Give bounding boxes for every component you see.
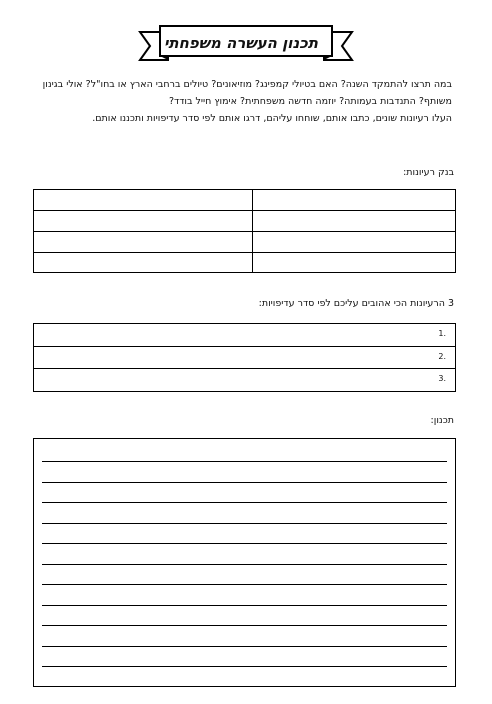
top-ideas-label: 3 הרעיונות הכי אהובים עליכם לפי סדר עדיפויות: xyxy=(258,298,454,309)
ideas-bank-table xyxy=(33,189,456,273)
writing-line xyxy=(42,666,447,667)
title-banner xyxy=(138,22,354,66)
ideas-bank-row-divider xyxy=(34,210,455,211)
top-idea-row[interactable] xyxy=(34,368,455,391)
writing-line xyxy=(42,482,447,483)
top-idea-number: 2. xyxy=(438,352,446,361)
writing-line xyxy=(42,646,447,647)
top-ideas-list xyxy=(33,323,456,392)
page-title: תכנון העשרה משפחתי xyxy=(163,34,318,52)
top-idea-number: 1. xyxy=(438,329,446,338)
intro-paragraph xyxy=(38,76,452,127)
plan-box[interactable] xyxy=(33,438,456,687)
writing-line xyxy=(42,502,447,503)
ideas-bank-row-divider xyxy=(34,231,455,232)
writing-line xyxy=(42,543,447,544)
writing-line xyxy=(42,584,447,585)
intro-line-3: העלו רעיונות שונים, כתבו אותם, שוחחו עליהם, דרגו אותם לפי סדר עדיפויות ותכננו אותם. xyxy=(92,113,452,124)
writing-line xyxy=(42,461,447,462)
ideas-bank-row-divider xyxy=(34,252,455,253)
top-idea-row[interactable] xyxy=(34,324,455,347)
intro-line-1: במה תרצו להתמקד השנה? האם בטיולי קמפינג? מוזיאונים? טיולים ברחבי הארץ או בחו"ל? אולי בגינון xyxy=(42,79,452,90)
ideas-bank-label: בנק רעיונות: xyxy=(403,167,454,178)
writing-line xyxy=(42,564,447,565)
top-idea-row[interactable] xyxy=(34,346,455,369)
writing-line xyxy=(42,605,447,606)
writing-line xyxy=(42,625,447,626)
top-idea-number: 3. xyxy=(438,374,446,383)
writing-line xyxy=(42,523,447,524)
plan-label: תכנון: xyxy=(430,415,454,426)
intro-line-2: משותף? התנדבות בעמותה? יוזמה חדשה משפחתית? אימוץ חייל בודד? xyxy=(169,96,452,107)
